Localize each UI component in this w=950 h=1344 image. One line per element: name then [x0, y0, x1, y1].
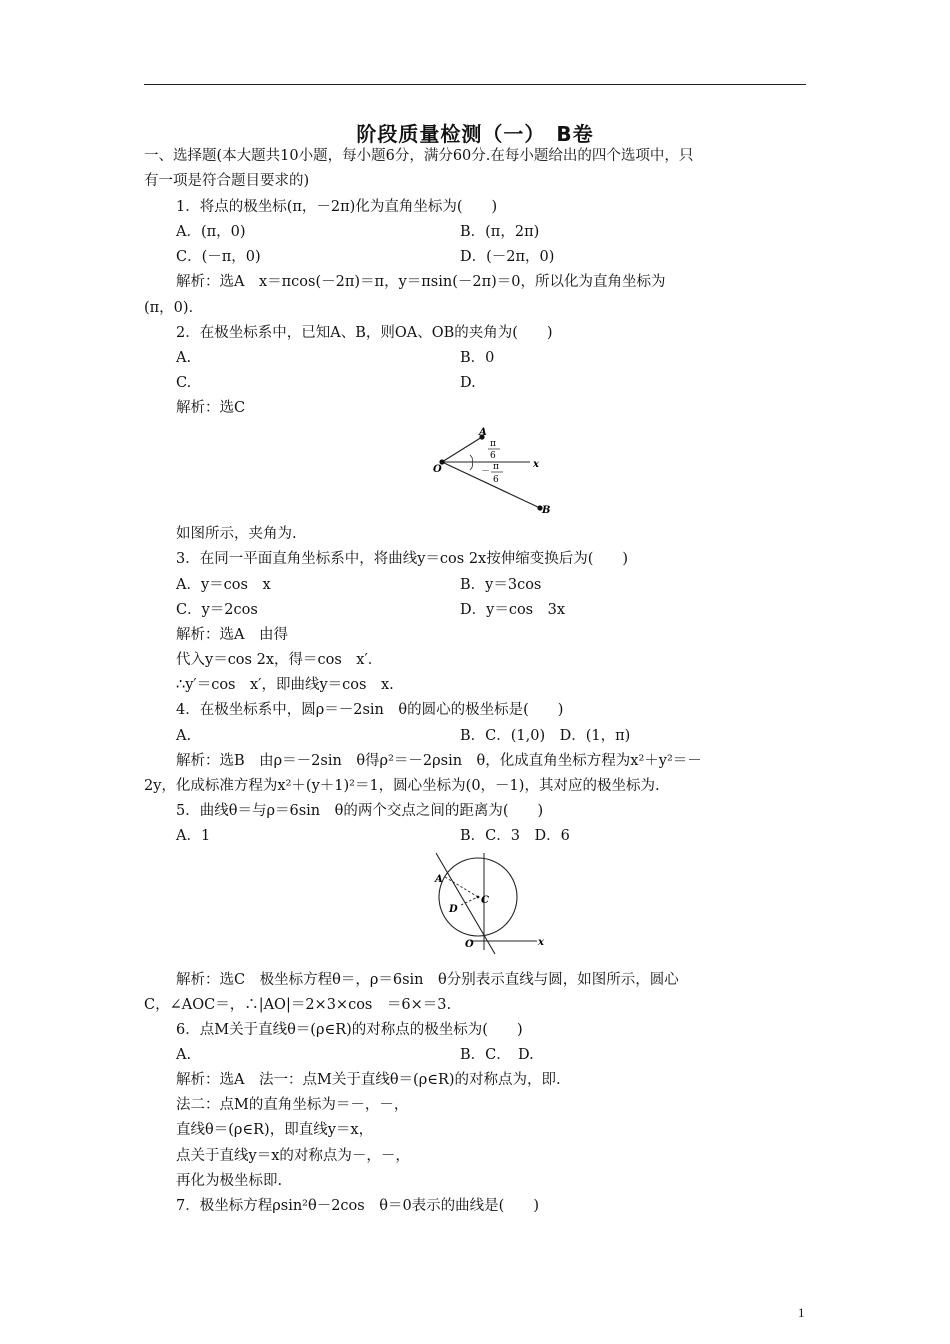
ray-oa — [442, 437, 482, 462]
q4-solution-line-2: 2y，化成标准方程为x²＋(y＋1)²＝1，圆心坐标为(0，－1)，其对应的极坐标为. — [144, 778, 660, 794]
frac-upper-pi: π — [490, 439, 496, 449]
label-x: x — [538, 937, 544, 948]
page-title: 阶段质量检测（一） B卷 — [356, 122, 594, 146]
q6-solution-line-2: 法二：点M的直角坐标为＝－，－， — [176, 1097, 409, 1113]
label-a: A — [479, 427, 487, 438]
label-d: D — [449, 904, 458, 915]
q1-stem: 1．将点的极坐标(π，－2π)化为直角坐标为( ) — [176, 199, 498, 215]
q1-solution-line-1: 解析：选A x＝πcos(－2π)＝π，y＝πsin(－2π)＝0，所以化为直角坐标为 — [176, 274, 666, 290]
q2-solution: 解析：选C — [176, 400, 246, 416]
header-rule — [144, 84, 806, 85]
q4-solution-line-1: 解析：选B 由ρ＝－2sin θ得ρ²＝－2ρsin θ，化成直角坐标方程为x²＋y²＝－ — [176, 753, 702, 769]
frac-lower-pi: π — [493, 462, 499, 472]
q3-solution-line-3: ∴y′＝cos x′，即曲线y＝cos x. — [176, 677, 394, 693]
q1-option-a: A．(π，0) — [176, 224, 246, 240]
q5-stem: 5．曲线θ＝与ρ＝6sin θ的两个交点之间的距离为( ) — [176, 803, 544, 819]
section-intro-line-1: 一、选择题(本大题共10小题，每小题6分，满分60分.在每小题给出的四个选项中，只 — [144, 148, 694, 164]
q6-solution-line-1: 解析：选A 法一：点M关于直线θ＝(ρ∈R)的对称点为，即. — [176, 1072, 561, 1088]
q3-option-a: A．y＝cos x — [176, 577, 271, 593]
point-c — [477, 896, 480, 899]
label-b: B — [542, 505, 551, 516]
q3-option-b: B．y＝3cos — [460, 577, 542, 593]
q6-solution-line-4: 点关于直线y＝x的对称点为－，－， — [176, 1148, 410, 1164]
q2-option-b: B．0 — [460, 350, 495, 366]
q1-option-b: B．(π，2π) — [460, 224, 540, 240]
q3-option-d: D．y＝cos 3x — [460, 602, 566, 618]
ray-ob — [442, 462, 540, 508]
frac-lower-six: 6 — [493, 475, 499, 485]
q5-options-bcd: B．C．3 D．6 — [460, 828, 570, 844]
label-a: A — [435, 874, 443, 885]
q5-solution-line-2: C，∠AOC＝，∴|AO|＝2×3×cos ＝6×＝3. — [144, 997, 452, 1013]
q4-options-bcd: B．C．(1,0) D．(1，π) — [460, 728, 631, 744]
segment-ac — [445, 877, 478, 897]
q3-solution-line-1: 解析：选A 由得 — [176, 627, 288, 643]
q2-option-a: A. — [176, 350, 192, 366]
q6-solution-line-5: 再化为极坐标即. — [176, 1173, 283, 1189]
q5-option-a: A．1 — [176, 828, 211, 844]
q4-stem: 4．在极坐标系中，圆ρ＝－2sin θ的圆心的极坐标是( ) — [176, 702, 564, 718]
q6-option-a: A. — [176, 1047, 192, 1063]
angle-arc-upper — [470, 455, 473, 462]
circle-figure — [425, 850, 560, 955]
angle-arc-lower — [470, 462, 473, 470]
label-o: O — [433, 464, 442, 475]
q2-figure-caption: 如图所示，夹角为. — [176, 526, 297, 542]
label-c: C — [481, 895, 489, 906]
angle-figure — [430, 425, 560, 520]
q4-option-a: A. — [176, 728, 192, 744]
q5-solution-line-1: 解析：选C 极坐标方程θ＝，ρ＝6sin θ分别表示直线与圆，如图所示，圆心 — [176, 972, 679, 988]
q1-option-c: C．(－π，0) — [176, 249, 261, 265]
q2-option-c: C. — [176, 375, 192, 391]
q1-solution-line-2: (π，0)． — [144, 300, 204, 316]
q6-options-bcd: B．C． D. — [460, 1047, 534, 1063]
frac-lower-minus: － — [481, 467, 491, 477]
q2-option-d: D. — [460, 375, 476, 391]
q2-stem: 2．在极坐标系中，已知A、B，则OA、OB的夹角为( ) — [176, 325, 553, 341]
q3-stem: 3．在同一平面直角坐标系中，将曲线y＝cos 2x按伸缩变换后为( ) — [176, 551, 629, 567]
q3-option-c: C．y＝2cos — [176, 602, 258, 618]
q7-stem: 7．极坐标方程ρsin²θ－2cos θ＝0表示的曲线是( ) — [176, 1198, 539, 1214]
q1-option-d: D．(－2π，0) — [460, 249, 555, 265]
label-o: O — [465, 939, 474, 950]
frac-upper-six: 6 — [490, 451, 496, 461]
label-x: x — [533, 459, 539, 470]
q6-solution-line-3: 直线θ＝(ρ∈R)，即直线y＝x， — [176, 1122, 374, 1138]
q3-solution-line-2: 代入y＝cos 2x，得＝cos x′． — [176, 652, 383, 668]
q6-stem: 6．点M关于直线θ＝(ρ∈R)的对称点的极坐标为( ) — [176, 1022, 523, 1038]
page-number: 1 — [798, 1305, 805, 1320]
section-intro-line-2: 有一项是符合题目要求的) — [144, 173, 310, 189]
